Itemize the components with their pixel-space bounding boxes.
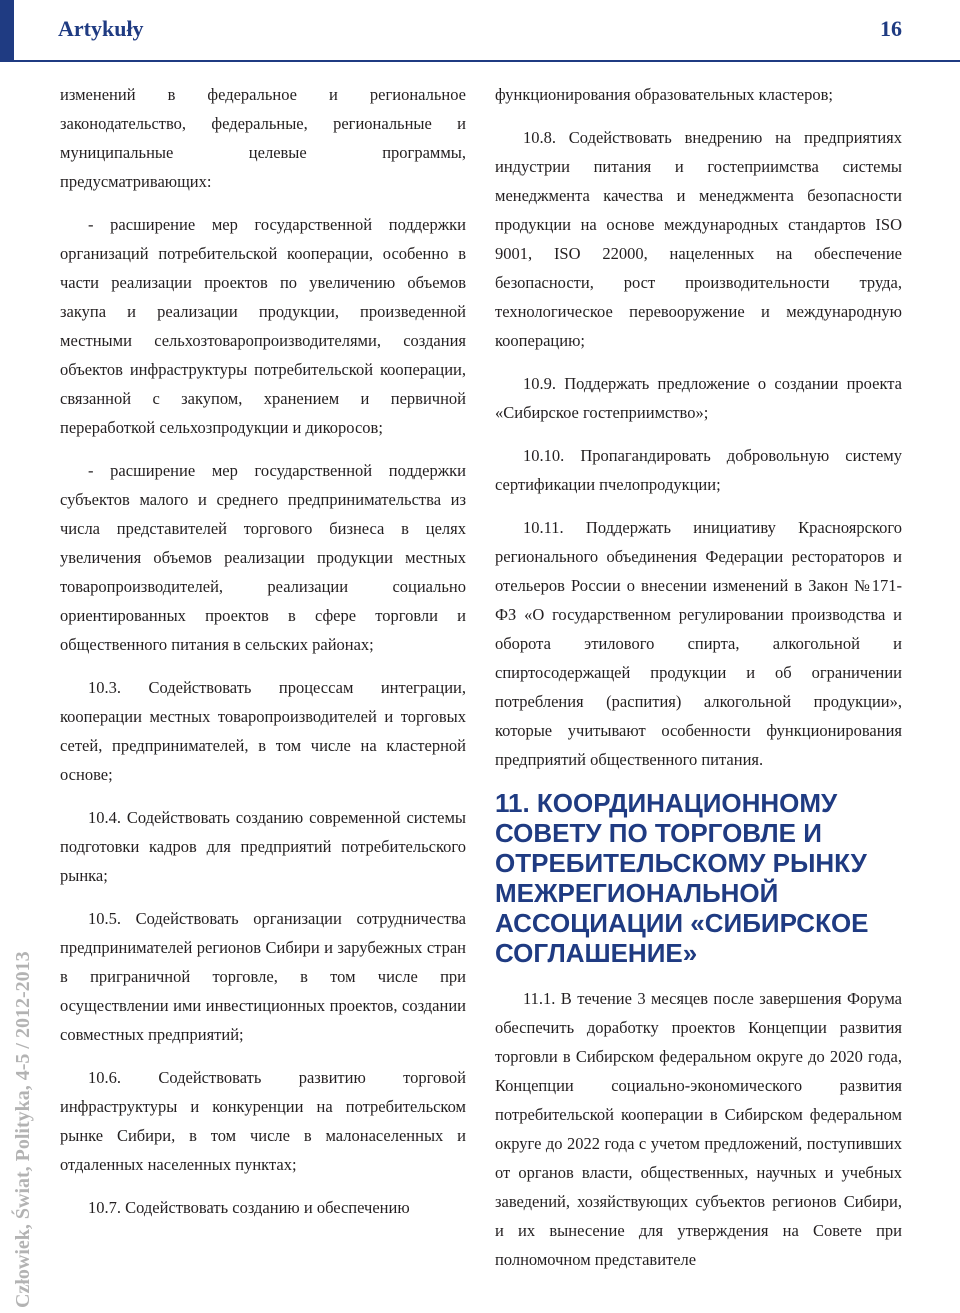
paragraph: 10.10. Пропагандировать добровольную систему сертификации пчелопродукции; [495, 446, 902, 494]
section-heading: 11. КООРДИНАЦИОННОМУ СОВЕТУ ПО ТОРГОВЛЕ И ОТРЕБИТЕЛЬСКОМУ РЫНКУ МЕЖРЕГИОНАЛЬНОЙ АССОЦИАЦИИ «СИБИРСКОЕ СОГЛАШЕНИЕ» [495, 788, 869, 968]
paragraph: 11.1. В течение 3 месяцев после завершения Форума обеспечить доработку проектов Концепции развития торговли в Сибирском федеральном округе до 2020 года, Концепции социально-экономического развития потребительской кооперации в Сибирском федеральном округе до 2022 года с учетом предложений, поступивших от органов власти, общественных, научных и учебных заведений, хозяйствующих субъектов регионов Сибири, и их вынесение для утверждения на Совете при полномочном представителе [495, 989, 902, 1269]
paragraph: изменений в федеральное и региональное законодательство, федеральные, региональные и муниципальные целевые программы, предусматривающих: [60, 85, 466, 191]
page-number: 16 [880, 16, 902, 41]
paragraph: 10.3. Содействовать процессам интеграции, кооперации местных товаропроизводителей и торговых сетей, предпринимателей, в том числе на кластерной основе; [60, 678, 466, 784]
left-column [60, 80, 466, 1236]
paragraph: - расширение мер государственной поддержки организаций потребительской кооперации, особенно в части реализации проектов по увеличению объемов закупа и реализации продукции, произведенной местными сельхозтоваропроизводителями, создания объектов инфраструктуры потребительской кооперации, связанной с закупом, хранением и первичной переработкой сельхозпродукции и дикоросов; [60, 215, 466, 437]
paragraph: 10.6. Содействовать развитию торговой инфраструктуры и конкуренции на потребительском рынке Сибири, в том числе в малонаселенных и отдаленных населенных пунктах; [60, 1068, 466, 1174]
page-header [0, 0, 960, 62]
right-column [495, 80, 902, 1288]
paragraph: функционирования образовательных кластеров; [495, 85, 833, 104]
paragraph: 10.9. Поддержать предложение о создании проекта «Сибирское гостеприимство»; [495, 374, 902, 422]
paragraph: 10.5. Содействовать организации сотрудничества предпринимателей регионов Сибири и зарубежных стран в приграничной торговле, в том числе при осуществлении ими инвестиционных проектов, создании совместных предприятий; [60, 909, 466, 1044]
header-accent-bar [0, 0, 14, 60]
section-title: Artykuły [58, 16, 144, 41]
journal-side-label: Człowiek, Świat, Polityka, 4-5 / 2012-2013 [12, 951, 34, 1308]
paragraph: 10.7. Содействовать созданию и обеспечению [88, 1198, 410, 1217]
paragraph: 10.11. Поддержать инициативу Красноярского регионального объединения Федерации рестораторов и отельеров России о внесении изменений в Закон №171-ФЗ «О государственном регулировании производства и оборота этилового спирта, алкогольной и спиртосодержащей продукции и об ограничении потребления (распития) алкогольной продукции», которые учитывают особенности функционирования предприятий общественного питания. [495, 518, 902, 769]
paragraph: 10.4. Содействовать созданию современной системы подготовки кадров для предприятий потребительского рынка; [60, 808, 466, 885]
paragraph: - расширение мер государственной поддержки субъектов малого и среднего предпринимательства из числа представителей торгового бизнеса в целях увеличения объемов реализации продукции местных товаропроизводителей, реализации социально ориентированных проектов в сфере торговли и общественного питания в сельских районах; [60, 461, 466, 654]
paragraph: 10.8. Содействовать внедрению на предприятиях индустрии питания и гостеприимства системы менеджмента качества и менеджмента безопасности продукции на основе международных стандартов ISO 9001, ISO 22000, нацеленных на обеспечение безопасности, рост производительности труда, технологическое перевооружение и международную кооперацию; [495, 128, 902, 350]
